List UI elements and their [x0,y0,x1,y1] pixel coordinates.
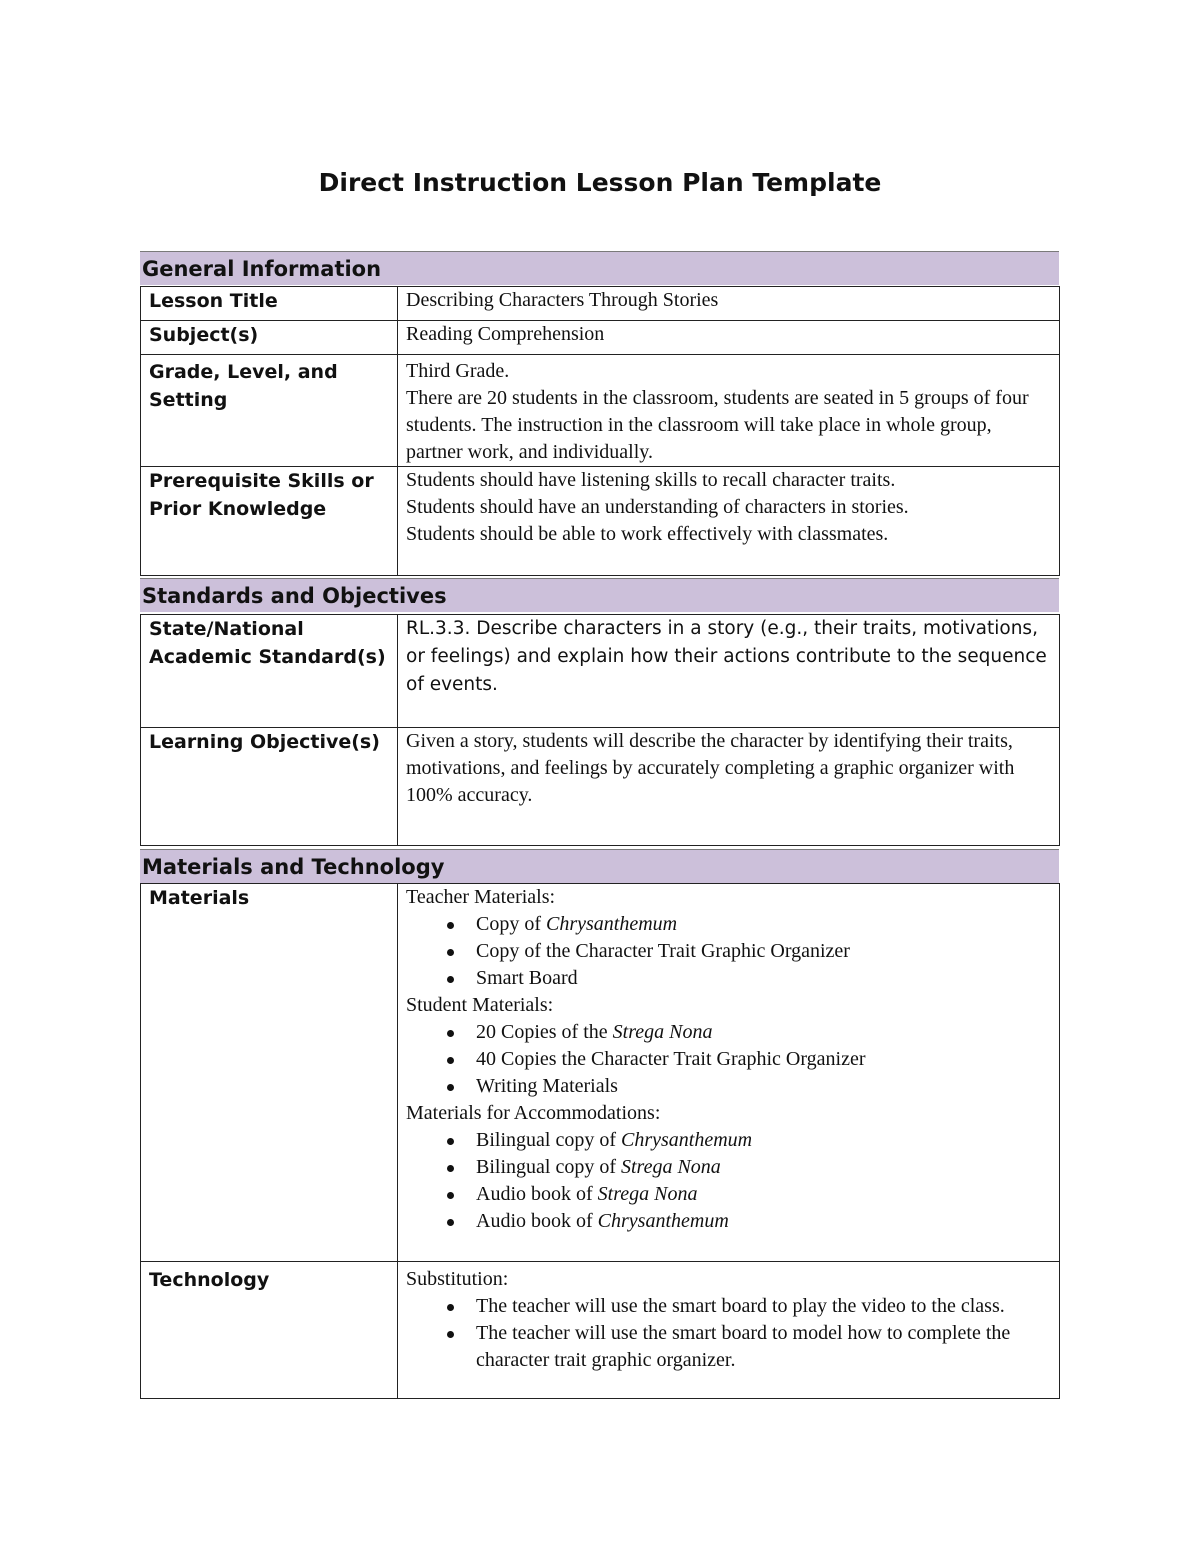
list-item: Bilingual copy of Chrysanthemum [406,1127,1051,1154]
technology-value [398,1262,1060,1399]
table-row [141,1262,1060,1399]
table-row [141,615,1060,728]
table-row [141,728,1060,846]
list-item: Audio book of Chrysanthemum [406,1208,1051,1235]
table-row [141,467,1060,576]
learning-objectives-value: Given a story, students will describe the character by identifying their traits, motivations, and feelings by accurately completing a graphic organizer with 100% accuracy. [398,728,1060,846]
list-item: Audio book of Strega Nona [406,1181,1051,1208]
grade-text: Third Grade. [406,360,510,382]
list-item: Bilingual copy of Strega Nona [406,1154,1051,1181]
prerequisite-skills-value [398,467,1060,576]
student-materials-list [406,1019,1051,1100]
lesson-title-value: Describing Characters Through Stories [398,287,1060,321]
learning-objectives-label: Learning Objective(s) [141,728,398,846]
teacher-materials-heading: Teacher Materials: [406,886,556,908]
teacher-materials-list [406,911,1051,992]
page-title: Direct Instruction Lesson Plan Template [318,168,882,197]
prerequisite-line: Students should have an understanding of characters in stories. [406,496,909,518]
lesson-title-label: Lesson Title [141,287,398,321]
table-row [141,355,1060,467]
accommodations-heading: Materials for Accommodations: [406,1102,661,1124]
accommodations-list [406,1127,1051,1235]
list-item: Copy of Chrysanthemum [406,911,1051,938]
list-item: Smart Board [406,965,1051,992]
section-header-materials-technology: Materials and Technology [140,849,1059,883]
list-item: 20 Copies of the Strega Nona [406,1019,1051,1046]
subjects-value: Reading Comprehension [398,321,1060,355]
academic-standards-value: RL.3.3. Describe characters in a story (e.g., their traits, motivations, or feelings) and explain how their actions contribute to the sequence of events. [398,615,1060,728]
subjects-label: Subject(s) [141,321,398,355]
section-header-standards-objectives: Standards and Objectives [140,578,1059,612]
list-item: Writing Materials [406,1073,1051,1100]
table-row [141,287,1060,321]
list-item: Copy of the Character Trait Graphic Organizer [406,938,1051,965]
setting-text: There are 20 students in the classroom, students are seated in 5 groups of four students. The instruction in the classroom will take place in whole group, partner work, and individually. [406,387,1029,463]
list-item: 40 Copies the Character Trait Graphic Organizer [406,1046,1051,1073]
prerequisite-line: Students should have listening skills to recall character traits. [406,469,896,491]
grade-level-setting-value [398,355,1060,467]
section-header-general-information: General Information [140,251,1059,285]
materials-technology-table [140,883,1060,1399]
technology-list [406,1293,1051,1374]
technology-label: Technology [141,1262,398,1399]
academic-standards-label: State/National Academic Standard(s) [141,615,398,728]
list-item: The teacher will use the smart board to play the video to the class. [406,1293,1051,1320]
general-information-table [140,286,1060,576]
materials-value [398,884,1060,1262]
grade-level-setting-label: Grade, Level, and Setting [141,355,398,467]
table-row [141,884,1060,1262]
substitution-heading: Substitution: [406,1268,509,1290]
materials-label: Materials [141,884,398,1262]
standards-objectives-table [140,614,1060,846]
table-row [141,321,1060,355]
student-materials-heading: Student Materials: [406,994,554,1016]
list-item: The teacher will use the smart board to model how to complete the character trait graphic organizer. [406,1320,1051,1374]
prerequisite-skills-label: Prerequisite Skills or Prior Knowledge [141,467,398,576]
prerequisite-line: Students should be able to work effectively with classmates. [406,523,889,545]
